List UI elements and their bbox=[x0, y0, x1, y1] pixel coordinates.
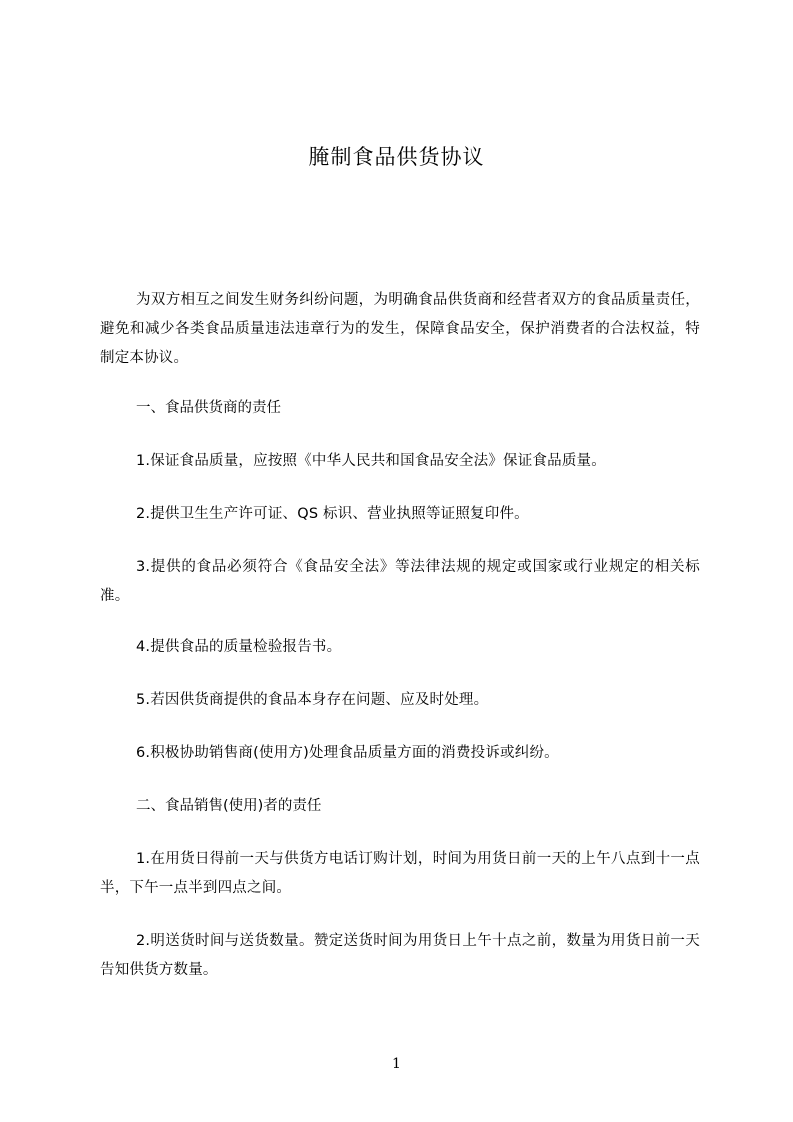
page-number: 1 bbox=[392, 1056, 401, 1072]
section-1-item-2: 2.提供卫生生产许可证、QS 标识、营业执照等证照复印件。 bbox=[136, 506, 529, 522]
section-1-item-4: 4.提供食品的质量检验报告书。 bbox=[136, 639, 342, 655]
section-1-item-1: 1.保证食品质量，应按照《中华人民共和国食品安全法》保证食品质量。 bbox=[136, 453, 606, 469]
document-title: 腌制食品供货协议 bbox=[308, 145, 485, 169]
section-2-item-1: 1.在用货日得前一天与供货方电话订购计划，时间为用货日前一天的上午八点到十一点半，下午一点半到四点之间。 bbox=[100, 851, 700, 896]
section-1-item-6: 6.积极协助销售商(使用方)处理食品质量方面的消费投诉或纠纷。 bbox=[136, 745, 559, 761]
section-2-item-2: 2.明送货时间与送货数量。赞定送货时间为用货日上午十点之前，数量为用货日前一天告知供货方数量。 bbox=[100, 933, 700, 978]
intro-paragraph: 为双方相互之间发生财务纠纷问题，为明确食品供货商和经营者双方的食品质量责任，避免和减少各类食品质量违法违章行为的发生，保障食品安全，保护消费者的合法权益，特制定本协议。 bbox=[100, 292, 700, 366]
section-1-item-5: 5.若因供货商提供的食品本身存在问题、应及时处理。 bbox=[136, 692, 489, 708]
section-1-item-3: 3.提供的食品必须符合《食品安全法》等法律法规的规定或国家或行业规定的相关标准。 bbox=[100, 559, 700, 604]
section-1-heading: 一、食品供货商的责任 bbox=[136, 400, 281, 416]
section-2-heading: 二、食品销售(使用)者的责任 bbox=[136, 798, 322, 814]
